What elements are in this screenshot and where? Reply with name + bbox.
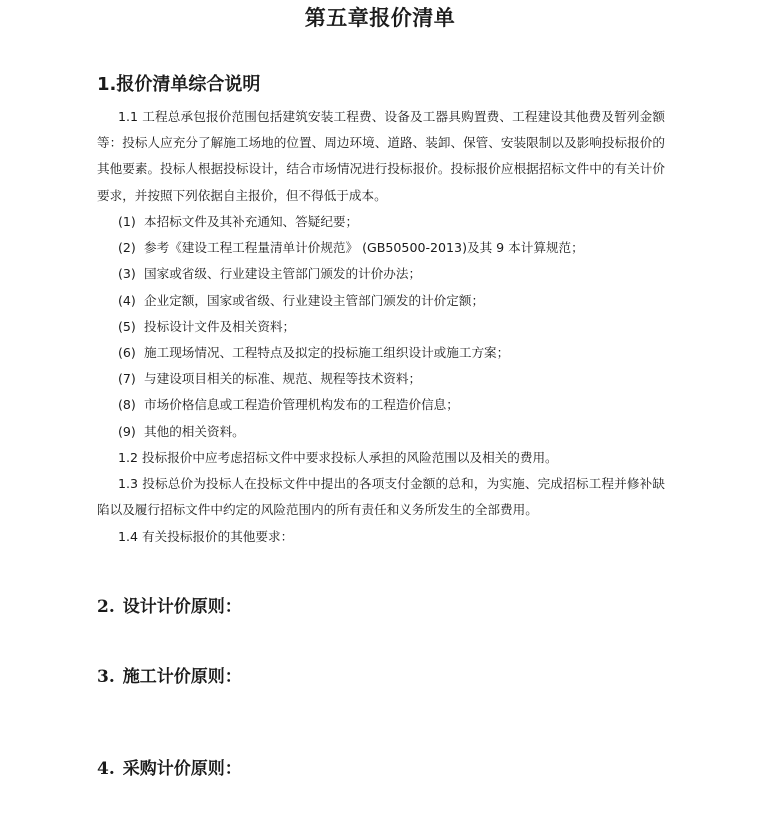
list-item-text: 市场价格信息或工程造价管理机构发布的工程造价信息； (144, 397, 459, 413)
section-2-heading (97, 592, 242, 617)
list-item-number: (1) (118, 214, 136, 229)
list-item-text: 投标设计文件及相关资料； (144, 318, 296, 334)
section-3-heading (97, 662, 242, 687)
list-item-text: 企业定额，国家或省级、行业建设主管部门颁发的计价定额； (144, 292, 485, 308)
list-item-number: (4) (118, 292, 136, 308)
section-2-title: 设计计价原则： (122, 597, 242, 617)
paragraph-1-4: 1.4 有关投标报价的其他要求： (118, 529, 294, 544)
list-item-number: (9) (118, 423, 136, 439)
list-item-text: 参考《建设工程工程量清单计价规范》 (GB50500-2013)及其 9 本计算规范； (144, 240, 584, 256)
section-4-number: 4. (97, 759, 115, 779)
list-item (118, 366, 584, 392)
list-item-text: 其他的相关资料。 (144, 423, 245, 439)
list-item-number: (8) (118, 397, 136, 413)
list-item-text: 本招标文件及其补充通知、答疑纪要； (144, 214, 359, 229)
list-item (118, 419, 584, 445)
list-item (118, 235, 584, 261)
section-4-heading (97, 754, 242, 779)
list-item (118, 261, 584, 287)
list-item (118, 392, 584, 418)
section-1-heading: 1.报价清单综合说明 (97, 74, 261, 95)
list-item-number: (2) (118, 240, 136, 256)
paragraph-1-3: 1.3 投标总价为投标人在投标文件中提出的各项支付金额的总和，为实施、完成招标工程并修补缺陷以及履行招标文件中约定的风险范围内的所有责任和义务所发生的全部费用。 (97, 476, 665, 518)
section-4-title: 采购计价原则： (122, 759, 242, 779)
list-item-number: (7) (118, 371, 136, 387)
section-2-number: 2. (97, 597, 115, 617)
list-item-number: (3) (118, 266, 136, 282)
list-item-number: (5) (118, 318, 136, 334)
list-item (118, 209, 584, 235)
list-item (118, 314, 584, 340)
list-item-number: (6) (118, 344, 136, 360)
paragraph-1-1: 1.1 工程总承包报价范围包括建筑安装工程费、设备及工器具购置费、工程建设其他费及暂列金额等：投标人应充分了解施工场地的位置、周边环境、道路、装卸、保管、安装限制以及影响投标报价的其他要素。投标人根据投标设计，结合市场情况进行投标报价。投标报价应根据招标文件中的有关计价要求，并按照下列依据自主报价，但不得低于成本。 (97, 109, 665, 203)
page-title: 第五章报价清单 (304, 6, 456, 30)
list-item (118, 288, 584, 314)
list-item (118, 340, 584, 366)
section-3-title: 施工计价原则： (122, 667, 242, 687)
list-item-text: 施工现场情况、工程特点及拟定的投标施工组织设计或施工方案； (144, 344, 510, 360)
basis-list (118, 209, 584, 445)
paragraph-1-2: 1.2 投标报价中应考虑招标文件中要求投标人承担的风险范围以及相关的费用。 (118, 450, 558, 465)
section-3-number: 3. (97, 667, 115, 687)
list-item-text: 国家或省级、行业建设主管部门颁发的计价办法； (144, 266, 422, 282)
list-item-text: 与建设项目相关的标准、规范、规程等技术资料； (144, 371, 422, 387)
